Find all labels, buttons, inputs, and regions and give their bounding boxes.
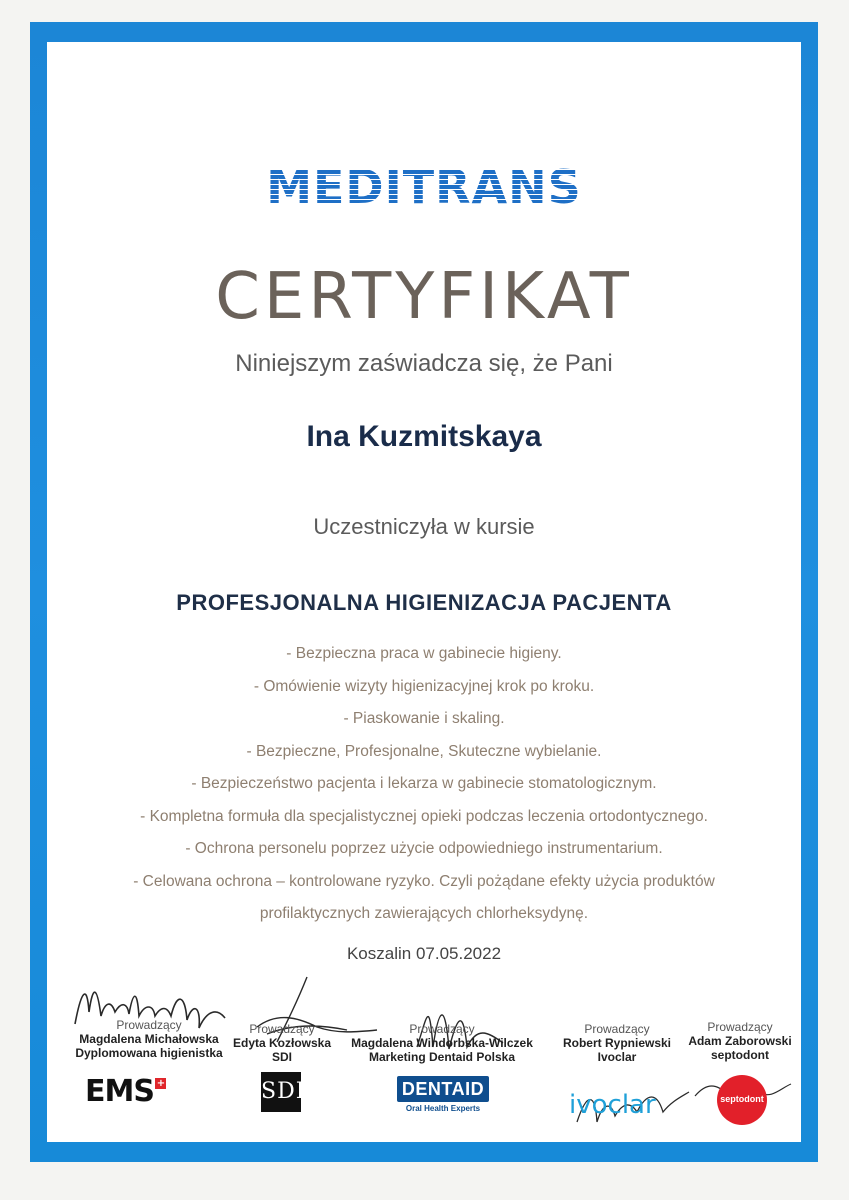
presenter-role: Prowadzący: [116, 1018, 182, 1032]
presenter-5: [640, 1020, 840, 1062]
intro-text: Niniejszym zaświadcza się, że Pani: [235, 350, 613, 377]
certificate-body: [47, 42, 801, 1142]
meditrans-logo: MEDITRANS: [47, 160, 801, 214]
topic-item: - Bezpieczna praca w gabinecie higieny.: [286, 645, 562, 662]
septodont-logo-text: septodont: [720, 1094, 764, 1104]
certificate-title: CERTYFIKAT: [215, 260, 633, 334]
septodont-logo: [717, 1075, 767, 1125]
presenter-role: Prowadzący: [707, 1020, 773, 1034]
swiss-cross-icon: +: [156, 1078, 165, 1089]
ivoclar-logo: ivoclar: [569, 1090, 656, 1120]
recipient-name: Ina Kuzmitskaya: [306, 420, 542, 453]
topic-item: profilaktycznych zawierających chlorheksydynę.: [259, 905, 589, 922]
presenter-role: Prowadzący: [249, 1022, 315, 1036]
sdi-logo: SDI: [261, 1072, 301, 1112]
dentaid-logo-text: DENTAID: [397, 1076, 489, 1102]
presenter-title: septodont: [711, 1048, 769, 1062]
topic-item: - Bezpieczne, Profesjonalne, Skuteczne wybielanie.: [246, 742, 602, 760]
presenter-name: Magdalena Michałowska: [79, 1032, 219, 1046]
presenter-name: Edyta Kozłowska: [232, 1036, 332, 1050]
presenter-name: Adam Zaborowski: [688, 1034, 792, 1048]
participation-text: Uczestniczyła w kursie: [313, 514, 535, 539]
topic-item: - Piaskowanie i skaling.: [343, 710, 505, 727]
presenter-3: [342, 1022, 542, 1064]
presenter-title: Marketing Dentaid Polska: [368, 1050, 516, 1064]
presenter-title: Ivoclar: [597, 1050, 637, 1064]
topic-item: - Celowana ochrona – kontrolowane ryzyko. Czyli pożądane efekty użycia produktów: [133, 872, 715, 890]
topic-item: - Ochrona personelu poprzez użycie odpowiedniego instrumentarium.: [185, 840, 663, 857]
presenter-title: Dyplomowana higienistka: [75, 1046, 223, 1060]
ems-logo-text: EMS: [85, 1074, 154, 1109]
presenter-name: Robert Rypniewski: [562, 1036, 672, 1050]
ems-logo: [85, 1074, 166, 1109]
topic-item: - Kompletna formuła dla specjalistycznej opieki podczas leczenia ortodontycznego.: [140, 807, 708, 825]
presenter-name: Magdalena Windorbska-Wilczek: [351, 1036, 533, 1050]
septodont-badge-icon: [717, 1075, 767, 1125]
presenter-role: Prowadzący: [584, 1022, 650, 1036]
presenter-title: SDI: [271, 1050, 292, 1064]
place-date: Koszalin 07.05.2022: [346, 944, 502, 963]
topics-list: [87, 638, 761, 931]
topic-item: - Omówienie wizyty higienizacyjnej krok po kroku.: [253, 677, 595, 695]
course-title: PROFESJONALNA HIGIENIZACJA PACJENTA: [176, 590, 672, 615]
certificate-frame: [30, 22, 818, 1162]
dentaid-logo: [397, 1076, 489, 1113]
topic-item: - Bezpieczeństwo pacjenta i lekarza w gabinecie stomatologicznym.: [191, 775, 657, 792]
dentaid-tagline: Oral Health Experts: [405, 1104, 481, 1113]
presenter-role: Prowadzący: [409, 1022, 475, 1036]
